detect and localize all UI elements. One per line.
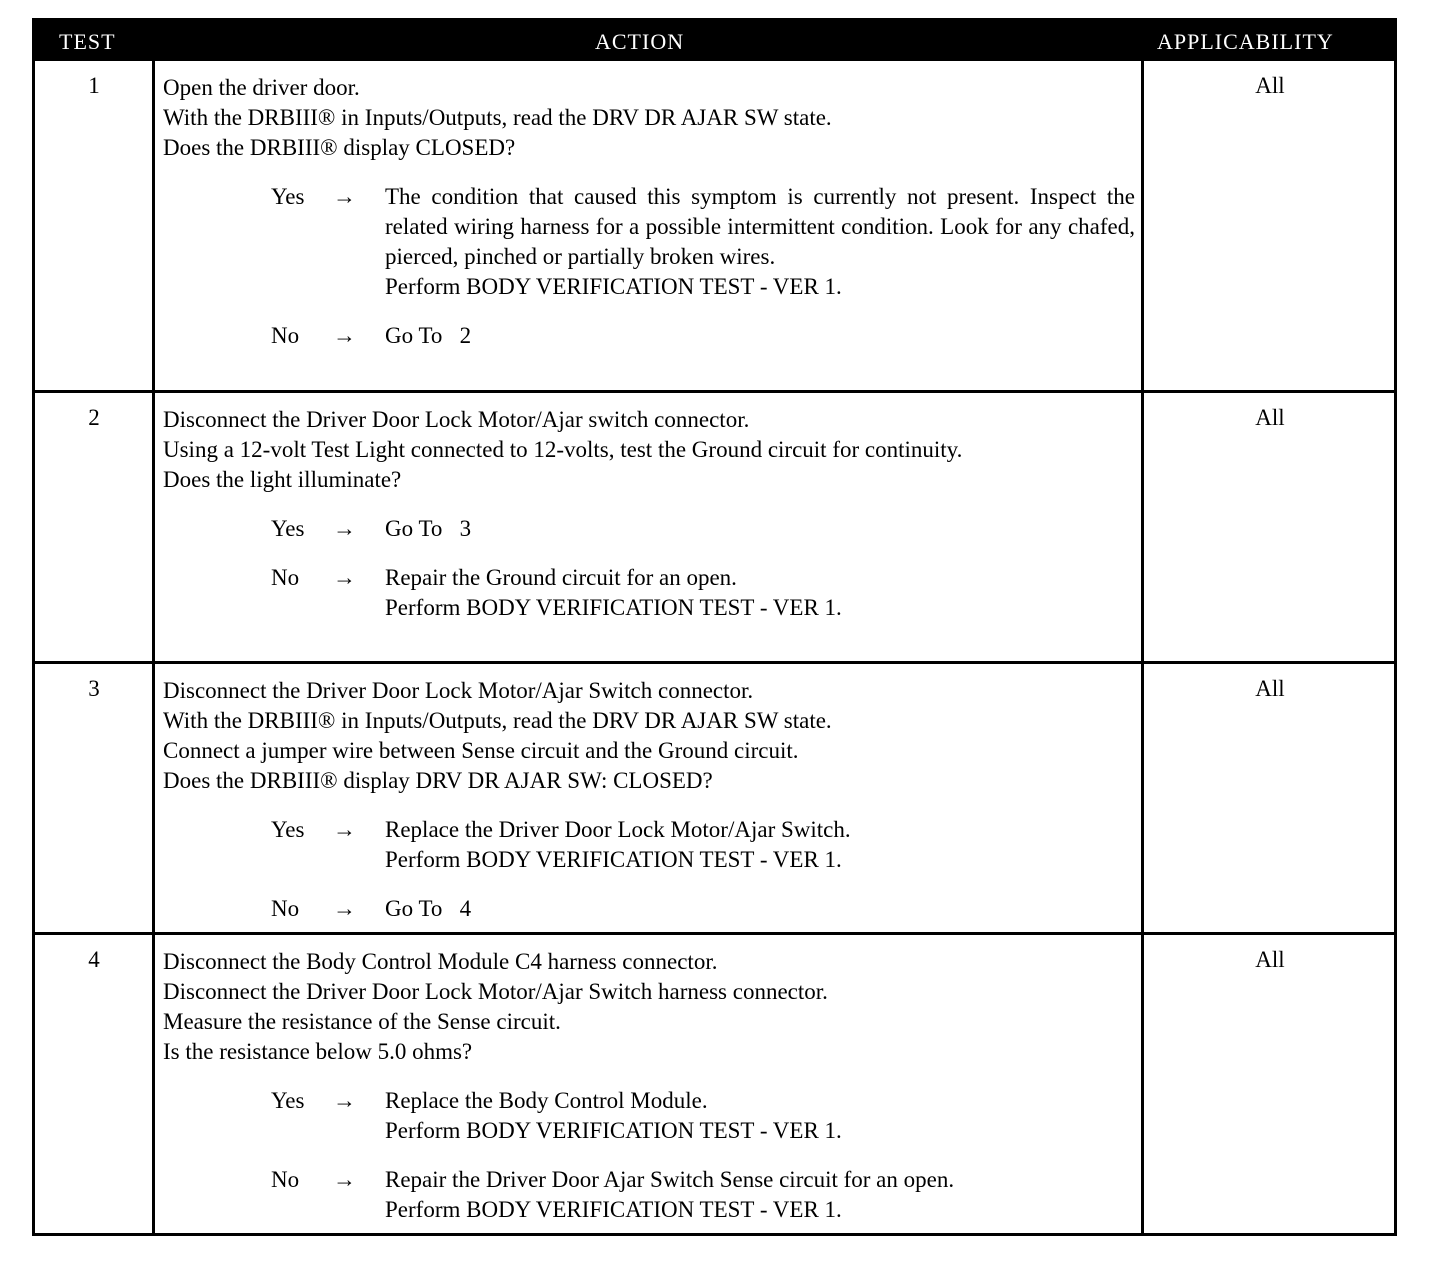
yes-response <box>163 1086 1135 1146</box>
yes-label: Yes <box>271 516 305 541</box>
test-number: 2 <box>88 405 100 430</box>
table-header <box>35 21 1394 61</box>
response-line: Replace the Driver Door Lock Motor/Ajar Switch. <box>385 817 851 842</box>
action-cell <box>163 73 1135 351</box>
action-cell <box>163 676 1135 924</box>
response-line: Replace the Body Control Module. <box>385 1088 708 1113</box>
applicability-cell: All <box>1255 676 1285 701</box>
applicability-cell: All <box>1255 405 1285 430</box>
arrow-icon: → <box>333 323 356 348</box>
row-divider <box>35 390 1394 393</box>
no-label: No <box>271 565 300 590</box>
yes-label: Yes <box>271 1088 305 1113</box>
test-number: 3 <box>88 676 100 701</box>
action-cell <box>163 405 1135 623</box>
row-divider <box>35 661 1394 664</box>
test-number: 1 <box>88 73 100 98</box>
row-divider <box>35 932 1394 935</box>
column-divider <box>152 61 155 1233</box>
question-line: Connect a jumper wire between Sense circuit and the Ground circuit. <box>163 738 799 763</box>
arrow-icon: → <box>333 516 356 541</box>
response-line: Perform BODY VERIFICATION TEST - VER 1. <box>385 847 842 872</box>
arrow-icon: → <box>333 565 356 590</box>
no-label: No <box>271 1167 300 1192</box>
question-line: Disconnect the Driver Door Lock Motor/Ajar switch connector. <box>163 407 750 432</box>
no-response <box>163 894 1135 924</box>
arrow-icon: → <box>333 817 356 842</box>
arrow-icon: → <box>333 184 356 209</box>
question-line: With the DRBIII® in Inputs/Outputs, read the DRV DR AJAR SW state. <box>163 105 832 130</box>
arrow-icon: → <box>333 1167 356 1192</box>
header-applicability: APPLICABILITY <box>1157 29 1334 54</box>
question-line: Disconnect the Body Control Module C4 harness connector. <box>163 949 718 974</box>
no-response <box>163 563 1135 623</box>
question-line: Is the resistance below 5.0 ohms? <box>163 1039 473 1064</box>
applicability-cell: All <box>1255 947 1285 972</box>
question-line: Open the driver door. <box>163 75 360 100</box>
no-response <box>163 1165 1135 1225</box>
response-line: The condition that caused this symptom is currently not present. Inspect the related wiring harness for a possible intermittent condition. Look for any chafed, pierced, pinched or partially broken wires. <box>385 184 1135 269</box>
arrow-icon: → <box>333 896 356 921</box>
question-line: Disconnect the Driver Door Lock Motor/Ajar Switch harness connector. <box>163 979 828 1004</box>
question-line: Does the DRBIII® display DRV DR AJAR SW: CLOSED? <box>163 768 713 793</box>
header-action: ACTION <box>595 29 685 54</box>
response-line: Repair the Driver Door Ajar Switch Sense circuit for an open. <box>385 1167 955 1192</box>
yes-label: Yes <box>271 184 305 209</box>
yes-response <box>163 182 1135 302</box>
question-line: Does the light illuminate? <box>163 467 402 492</box>
diagnostic-table <box>32 18 1397 1236</box>
no-label: No <box>271 323 300 348</box>
action-cell <box>163 947 1135 1225</box>
arrow-icon: → <box>333 1088 356 1113</box>
no-response <box>163 321 1135 351</box>
column-divider <box>1141 61 1144 1233</box>
question-line: With the DRBIII® in Inputs/Outputs, read the DRV DR AJAR SW state. <box>163 708 832 733</box>
response-line: Perform BODY VERIFICATION TEST - VER 1. <box>385 1197 842 1222</box>
no-label: No <box>271 896 300 921</box>
response-line: Go To 4 <box>385 896 472 921</box>
response-line: Perform BODY VERIFICATION TEST - VER 1. <box>385 274 842 299</box>
response-line: Go To 3 <box>385 516 472 541</box>
question-line: Does the DRBIII® display CLOSED? <box>163 135 516 160</box>
applicability-cell: All <box>1255 73 1285 98</box>
response-line: Perform BODY VERIFICATION TEST - VER 1. <box>385 595 842 620</box>
response-line: Perform BODY VERIFICATION TEST - VER 1. <box>385 1118 842 1143</box>
response-line: Repair the Ground circuit for an open. <box>385 565 737 590</box>
question-line: Measure the resistance of the Sense circuit. <box>163 1009 561 1034</box>
yes-label: Yes <box>271 817 305 842</box>
test-number: 4 <box>88 947 100 972</box>
yes-response <box>163 514 1135 544</box>
question-line: Using a 12-volt Test Light connected to 12-volts, test the Ground circuit for continuity. <box>163 437 963 462</box>
response-line: Go To 2 <box>385 323 472 348</box>
question-line: Disconnect the Driver Door Lock Motor/Ajar Switch connector. <box>163 678 754 703</box>
header-test: TEST <box>59 29 116 54</box>
yes-response <box>163 815 1135 875</box>
